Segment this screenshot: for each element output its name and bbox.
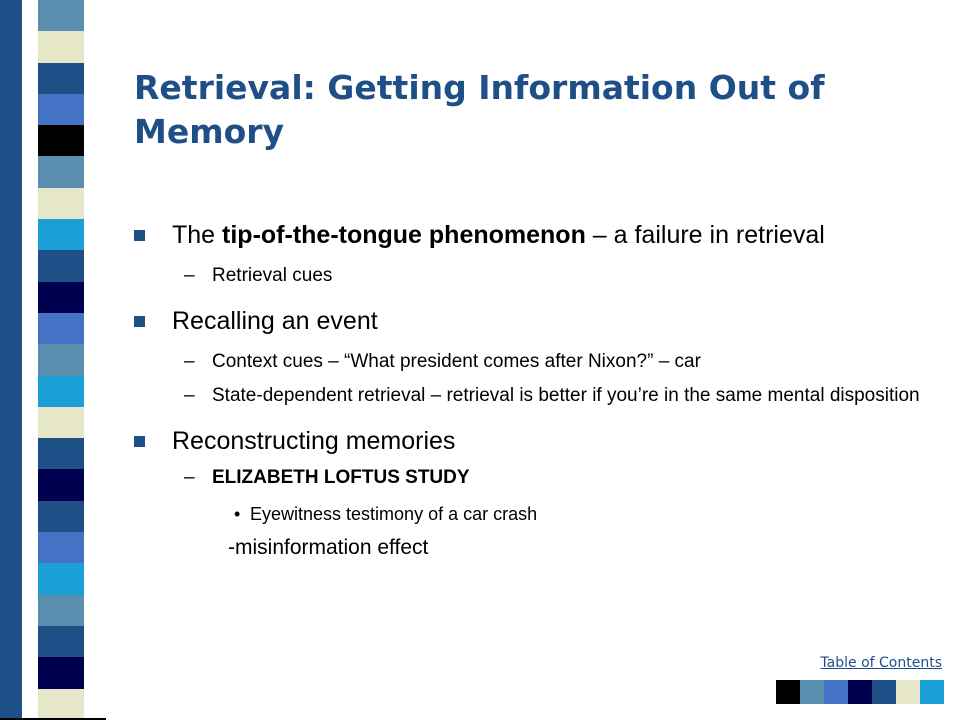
color-swatch	[800, 680, 824, 704]
stripe-block	[38, 376, 84, 407]
color-swatch	[776, 680, 800, 704]
bullet-recalling-event	[134, 304, 924, 338]
title-line-1: Retrieval: Getting Information Out of	[134, 68, 825, 107]
sub-bullet-retrieval-cues	[134, 264, 924, 288]
sub-bullet-text: State-dependent retrieval – retrieval is better if you’re in the same mental disposition	[212, 385, 920, 406]
stripe-block	[38, 282, 84, 313]
dot-bullet-icon: •	[234, 504, 241, 524]
bullet-text-post: – a failure in retrieval	[585, 221, 825, 249]
stripe-block	[38, 532, 84, 563]
stripe-block	[38, 0, 84, 31]
stripe-block	[38, 595, 84, 626]
stripe-block	[38, 94, 84, 125]
stripe-block	[38, 438, 84, 469]
stripe-block	[38, 156, 84, 187]
stripe-block	[38, 125, 84, 156]
misinformation-note: -misinformation effect	[228, 536, 429, 559]
bullet-text: Recalling an event	[172, 307, 378, 335]
dash-icon: –	[184, 385, 195, 406]
bullet-reconstructing-memories	[134, 424, 924, 458]
stripe-block	[38, 219, 84, 250]
decorative-stripe	[0, 0, 106, 720]
stripe-block	[38, 63, 84, 94]
dash-icon: –	[184, 467, 195, 488]
square-bullet-icon	[134, 316, 145, 327]
dash-icon: –	[184, 265, 195, 286]
color-swatch	[848, 680, 872, 704]
bullet-text-pre: The	[172, 221, 223, 249]
sub-bullet-state-dependent	[134, 384, 924, 408]
sub-bullet-text: ELIZABETH LOFTUS STUDY	[212, 467, 470, 488]
stripe-block	[38, 250, 84, 281]
stripe-block	[38, 626, 84, 657]
sub-bullet-text: Context cues – “What president comes after Nixon?” – car	[212, 351, 701, 372]
sub-bullet-loftus	[134, 466, 924, 490]
stripe-block	[38, 313, 84, 344]
stripe-block	[38, 188, 84, 219]
stripe-block	[38, 344, 84, 375]
sub-bullet-context-cues	[134, 350, 924, 374]
sub-sub-bullet-eyewitness	[134, 502, 924, 526]
stripe-block	[38, 689, 84, 720]
color-swatch	[824, 680, 848, 704]
stripe-block	[38, 407, 84, 438]
color-swatches	[776, 680, 944, 704]
stripe-block	[38, 657, 84, 688]
sub-bullet-text: Retrieval cues	[212, 265, 333, 286]
square-bullet-icon	[134, 436, 145, 447]
title-line-2: Memory	[134, 112, 285, 151]
color-swatch	[920, 680, 944, 704]
stripe-block	[38, 469, 84, 500]
stripe-block	[38, 563, 84, 594]
slide-content	[134, 218, 924, 562]
square-bullet-icon	[134, 230, 145, 241]
stripe-line	[0, 0, 22, 720]
sub-sub-bullet-text: Eyewitness testimony of a car crash	[250, 504, 538, 524]
color-swatch	[872, 680, 896, 704]
bullet-text-bold: tip-of-the-tongue phenomenon	[222, 221, 586, 249]
slide-title	[134, 66, 934, 154]
bullet-tip-of-tongue	[134, 218, 924, 252]
stripe-block	[38, 31, 84, 62]
dash-icon: –	[184, 351, 195, 372]
bullet-text: Reconstructing memories	[172, 427, 456, 455]
stripe-blocks	[38, 0, 84, 720]
table-of-contents-link[interactable]: Table of Contents	[820, 655, 942, 671]
stripe-block	[38, 501, 84, 532]
color-swatch	[896, 680, 920, 704]
